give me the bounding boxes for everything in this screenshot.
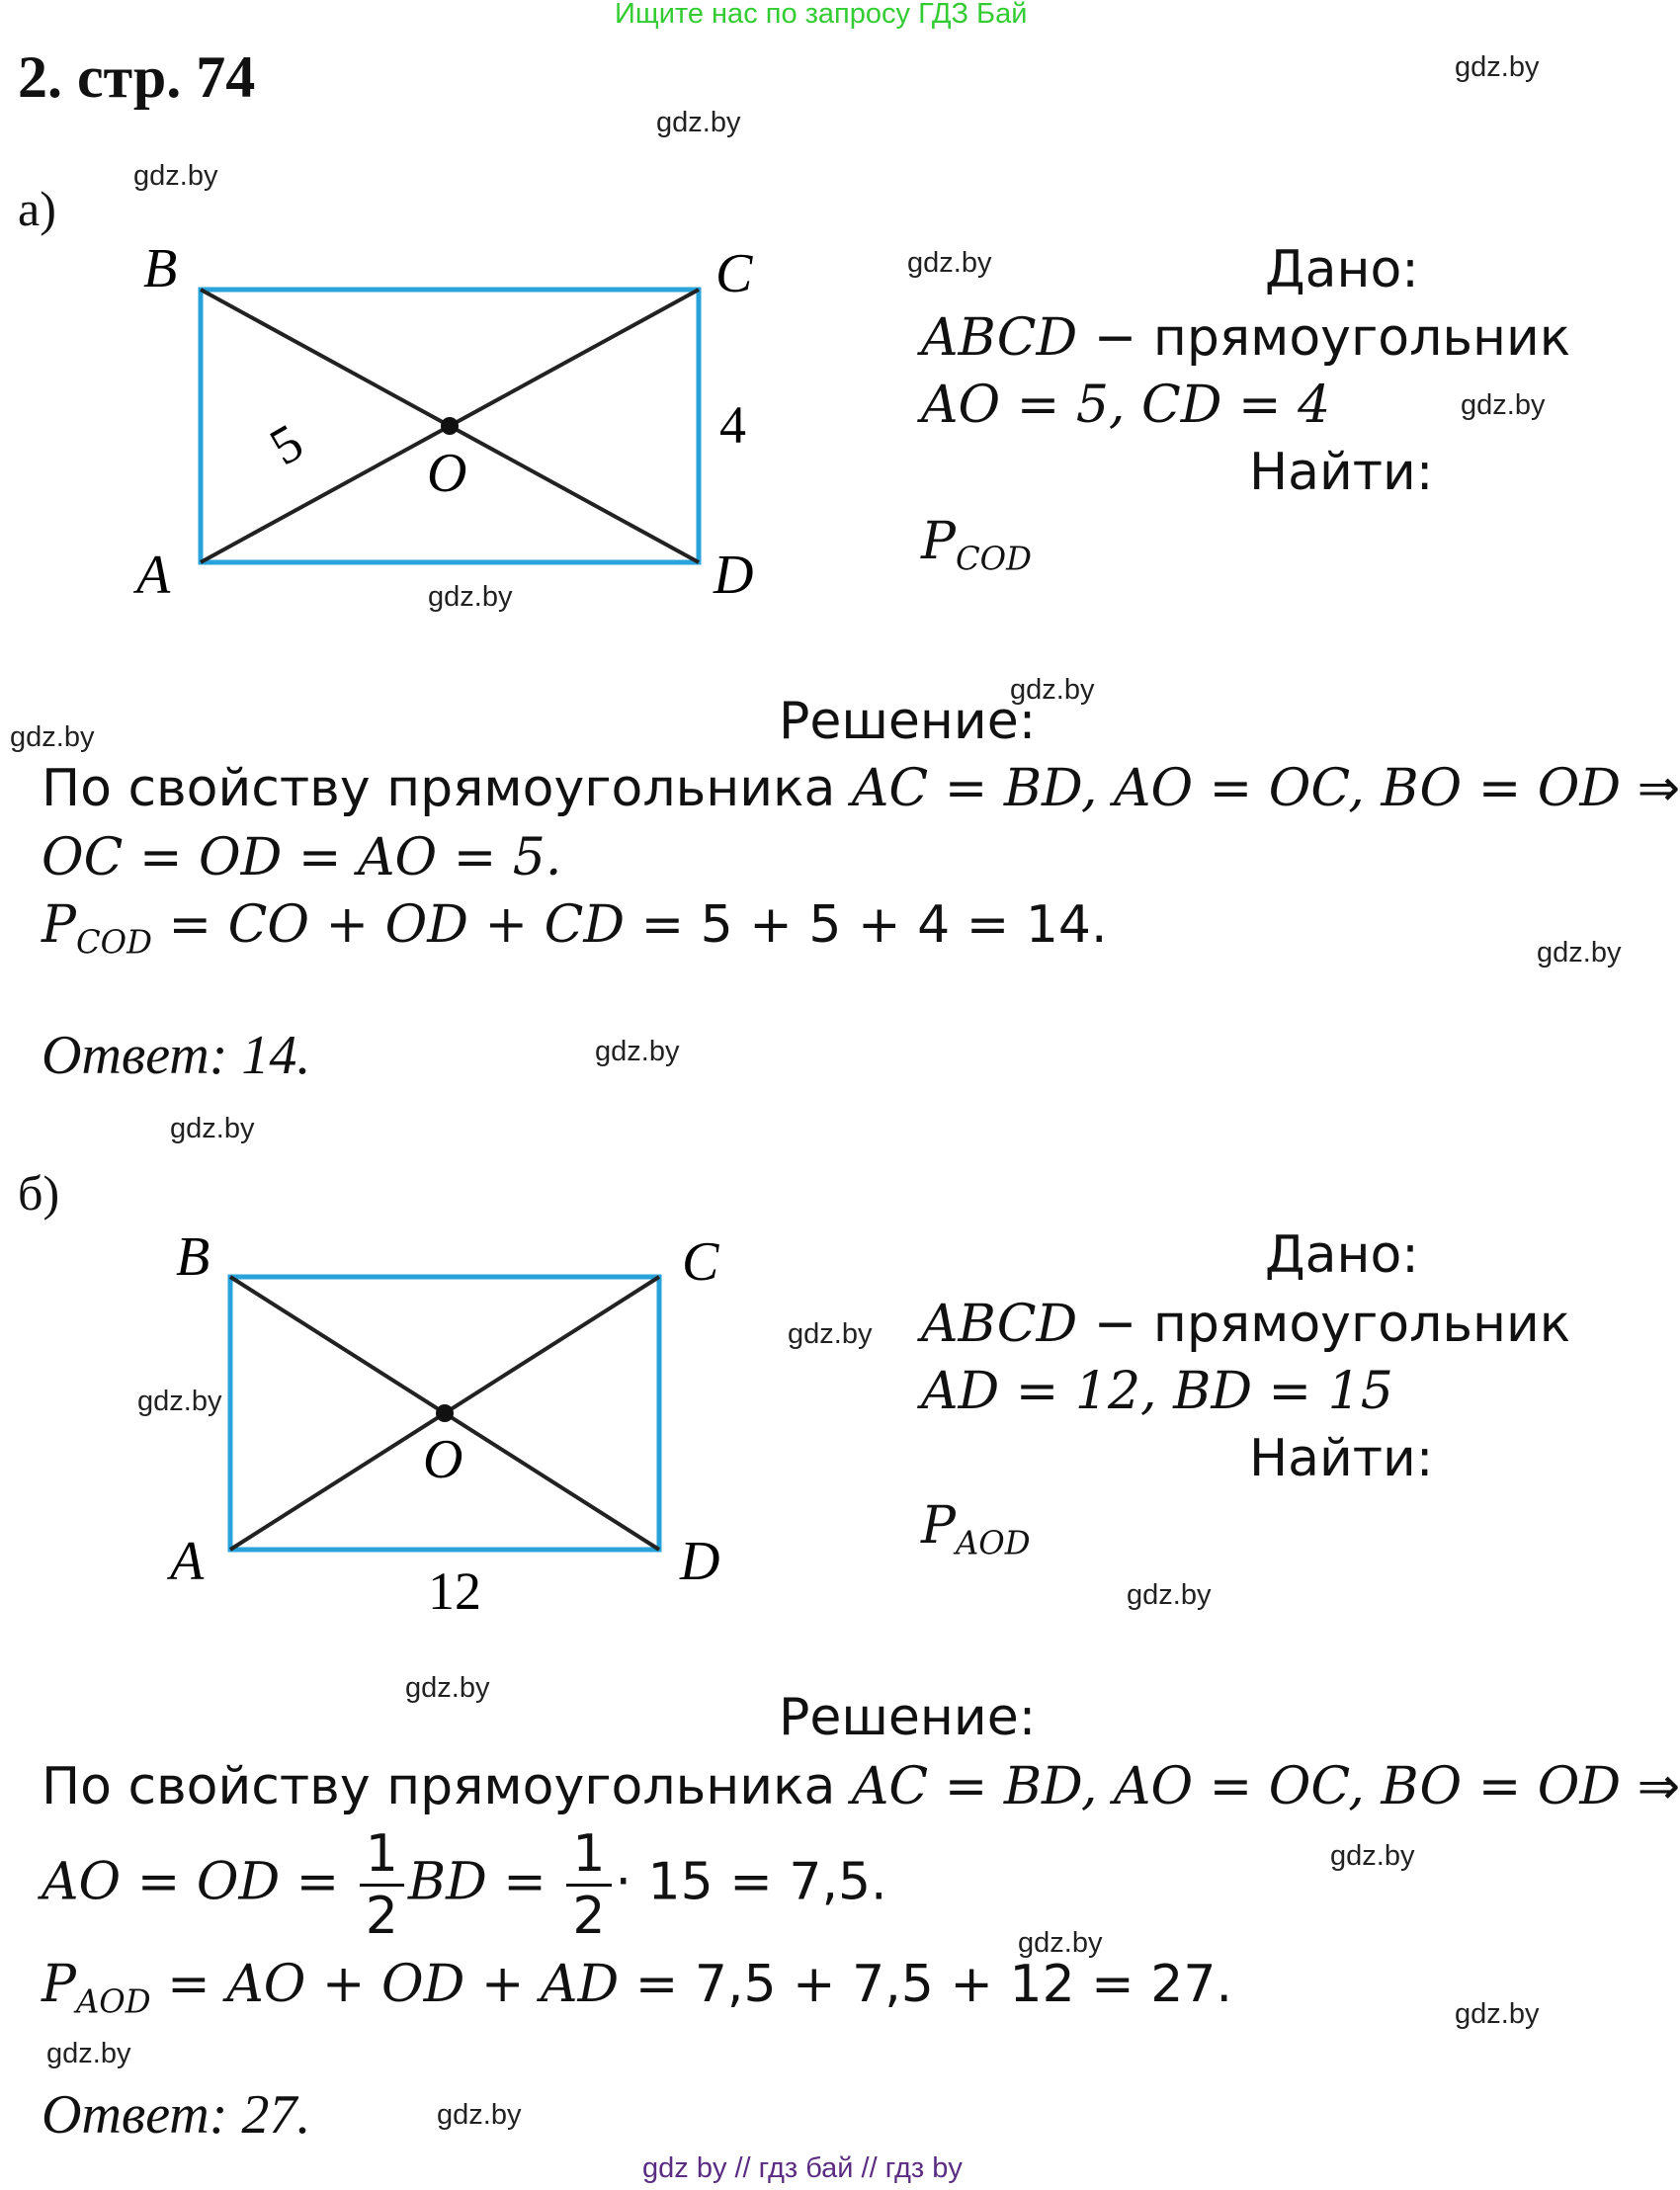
vertex-o: O [423,1429,463,1490]
solution-line-3: $P_{COD}$ = CO + OD + CD = 5 + 5 + 4 = 14. [42,895,1108,962]
watermark: gdz.by [1018,1927,1103,1959]
vertex-c: C [682,1231,719,1293]
watermark: gdz.by [437,2099,522,2131]
given-heading: Дано: [1265,240,1419,299]
given-figure-type: − прямоугольник [1077,1295,1571,1354]
solution-heading: Решение: [779,1688,1037,1747]
given-heading: Дано: [1265,1225,1419,1285]
watermark: gdz.by [405,1672,490,1704]
part-a-label: а) [18,181,56,236]
vertex-o: O [427,443,467,504]
given-figure-name: ABCD [921,308,1078,368]
given-line-2 [921,1362,1393,1421]
vertex-a: A [136,545,171,606]
watermark: gdz.by [595,1036,680,1067]
fraction-one-half: $\frac{1}{2}$ [360,1828,404,1942]
find-heading: Найти: [1249,443,1434,502]
watermark: gdz.by [428,581,513,613]
given-figure-type: − прямоугольник [1077,308,1571,368]
center-point-o [441,417,459,435]
solution-heading: Решение: [779,692,1037,751]
vertex-d: D [714,545,754,606]
cd-length-label: 4 [719,395,746,455]
ad-length-label: 12 [428,1561,481,1621]
given-values: AD = 12, BD = 15 [921,1362,1393,1421]
given-line-2 [921,376,1330,435]
watermark: gdz.by [133,160,218,192]
watermark: gdz.by [907,247,992,279]
answer: Ответ: 14. [42,1025,311,1086]
footer-links[interactable]: gdz by // гдз бай // гдз by [642,2152,963,2184]
given-figure-name: ABCD [921,1295,1078,1354]
watermark: gdz.by [1330,1840,1415,1872]
answer: Ответ: 27. [42,2084,311,2146]
vertex-b: B [143,238,178,299]
part-b-label: б) [18,1165,60,1221]
given-line-1 [921,1295,1570,1354]
vertex-c: C [715,243,753,304]
vertex-d: D [680,1531,720,1592]
watermark: gdz.by [1461,389,1546,421]
watermark: gdz.by [10,721,95,753]
watermark: gdz.by [46,2038,131,2069]
find-target: $P_{COD}$ [921,512,1032,578]
solution-line-3: $P_{AOD}$ = AO + OD + AD = 7,5 + 7,5 + 12 = 27. [42,1955,1232,2021]
watermark: gdz.by [1127,1579,1212,1611]
rectangle-abcd-b [230,1277,659,1550]
solution-line-1: По свойству прямоугольника AC = BD, AO = OC, BO = OD ⇒ [42,759,1680,818]
watermark: gdz.by [1537,937,1622,969]
watermark: gdz.by [137,1386,222,1417]
given-values: AO = 5, CD = 4 [921,376,1331,435]
find-heading: Найти: [1249,1429,1434,1488]
vertex-a: A [170,1531,205,1592]
solution-line-2: AO = OD = $\frac{1}{2}$ BD = $\frac{1}{2}$ · 15 = 7,5. [42,1824,887,1946]
watermark: gdz.by [1010,674,1095,706]
watermark: gdz.by [656,107,741,138]
fraction-one-half: $\frac{1}{2}$ [566,1828,611,1942]
watermark: gdz.by [1455,1998,1540,2030]
watermark: gdz.by [788,1318,873,1350]
watermark: gdz.by [170,1113,255,1144]
given-line-1 [921,308,1570,368]
ao-length-label: 5 [260,411,313,477]
vertex-b: B [176,1226,210,1288]
solution-line-1: По свойству прямоугольника AC = BD, AO = OC, BO = OD ⇒ [42,1757,1680,1816]
watermark: gdz.by [1455,51,1540,83]
page-title: 2. стр. 74 [18,44,256,110]
top-banner[interactable]: Ищите нас по запросу ГДЗ Бай [615,0,1028,30]
solution-line-2: OC = OD = AO = 5. [42,828,562,887]
center-point-o [436,1404,454,1422]
find-target: $P_{AOD}$ [921,1496,1031,1562]
